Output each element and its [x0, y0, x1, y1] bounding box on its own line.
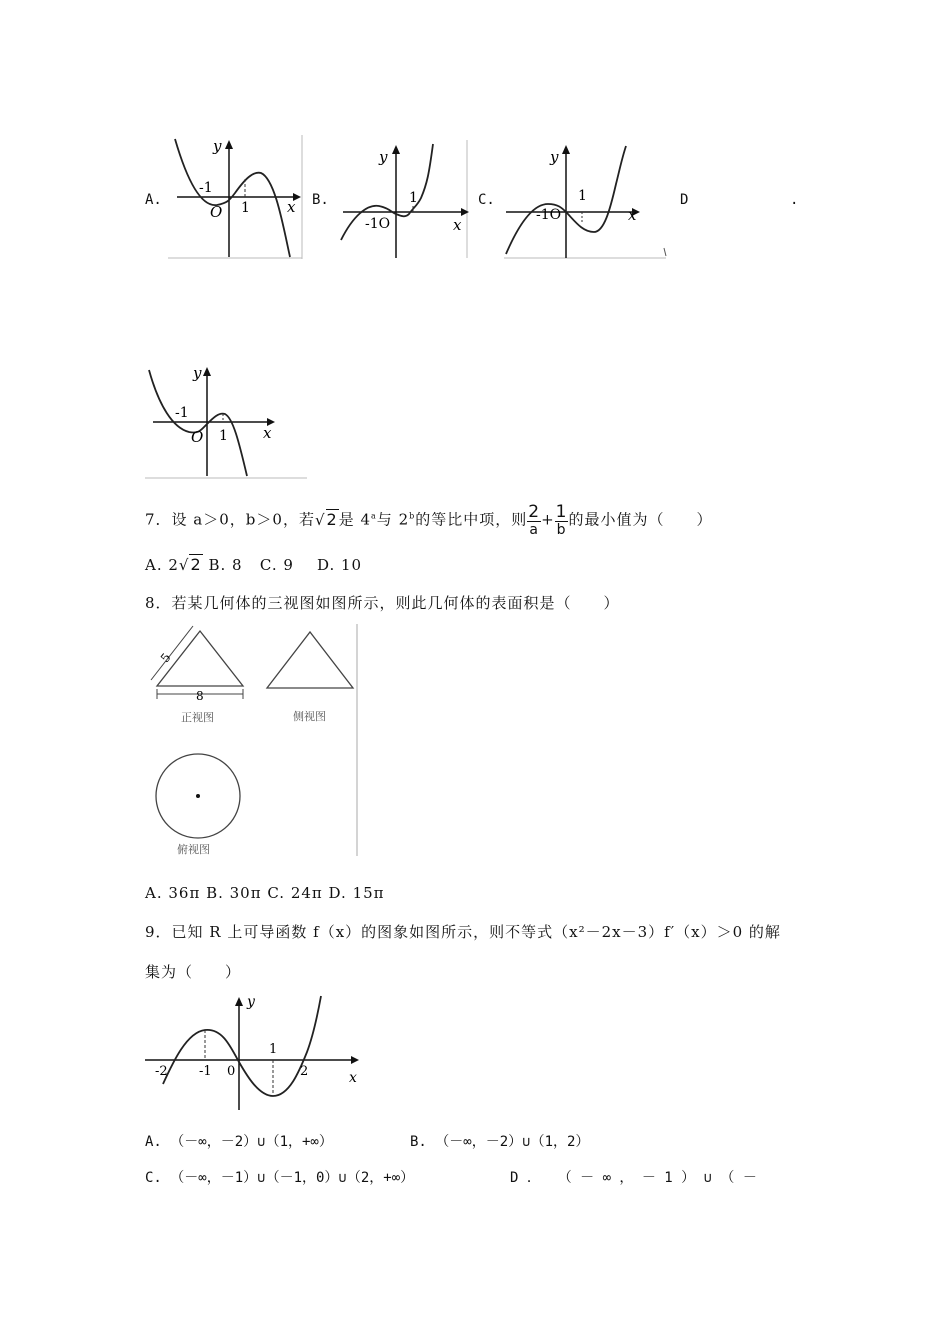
y-axis-arrow — [235, 997, 243, 1006]
tick-1: 1 — [269, 1042, 278, 1057]
tick-1: 1 — [219, 428, 228, 444]
top-view-caption: 俯视图 — [177, 843, 210, 856]
tick-neg1-origin: -1O — [536, 207, 562, 223]
x-label: x — [628, 206, 637, 224]
sqrt-2: √2 — [314, 509, 338, 529]
base-dimension: 8 — [196, 689, 204, 703]
origin-label: O — [191, 428, 204, 446]
tick-neg1: -1 — [199, 180, 213, 196]
q7-option-b: B. 8 — [208, 556, 243, 574]
y-axis-arrow — [225, 140, 233, 149]
option-c-label: C. — [478, 192, 495, 208]
q9-graph — [143, 992, 365, 1112]
tick-neg1: -1 — [199, 1064, 212, 1079]
q7-prefix: 7．设 a＞0，b＞0，若 — [145, 510, 315, 529]
y-label: y — [247, 994, 255, 1010]
question-7: 7．设 a＞0，b＞0，若√2是 4$^a$与 2$^b$的等比中项，则 $\frac{2}{a}$ + $\frac{1}{b}$ 的最小值为（ ） — [145, 502, 713, 538]
q8-options: A. 36π B. 30π C. 24π D. 15π — [145, 884, 385, 902]
option-b-graph — [333, 140, 473, 260]
x-label: x — [263, 424, 272, 442]
tick-1: 1 — [241, 200, 250, 216]
option-b-label: B. — [312, 192, 329, 208]
curve — [163, 996, 321, 1096]
side-view-caption: 侧视图 — [293, 710, 326, 723]
front-view-caption: 正视图 — [181, 711, 214, 724]
x-label: x — [349, 1070, 357, 1086]
option-d-label: D — [680, 192, 689, 208]
question-9-line1: 9．已知 R 上可导函数 f（x）的图象如图所示，则不等式（x²－2x－3）f′（x）＞0 的解 — [145, 923, 781, 941]
tick-1: 1 — [409, 190, 418, 206]
option-d-dot: . — [790, 192, 799, 208]
q7-option-a: A. 2 — [145, 556, 179, 574]
q9-option-a: A. （－∞，－2）∪（1，+∞） — [145, 1134, 333, 1150]
x-axis-arrow — [461, 208, 469, 216]
curve — [175, 139, 290, 257]
y-label: y — [550, 148, 559, 166]
option-a-label: A. — [145, 192, 162, 208]
tick-neg2: -2 — [155, 1064, 168, 1079]
curve — [149, 370, 247, 476]
option-c-graph — [502, 140, 670, 262]
question-8: 8．若某几何体的三视图如图所示，则此几何体的表面积是（ ） — [145, 594, 620, 612]
tick-2: 2 — [300, 1064, 309, 1079]
q7-options: A. 2√2 B. 8 C. 9 D. 10 — [145, 555, 363, 574]
y-label: y — [213, 137, 222, 155]
y-axis-arrow — [392, 145, 400, 154]
x-axis-arrow — [351, 1056, 359, 1064]
y-label: y — [379, 148, 388, 166]
three-view-figure — [145, 622, 360, 858]
option-d-graph — [143, 362, 308, 482]
tick-1: 1 — [578, 188, 587, 204]
option-a-graph — [165, 135, 305, 260]
tick-0: 0 — [227, 1064, 236, 1079]
y-label: y — [193, 364, 202, 382]
x-label: x — [287, 198, 296, 216]
fraction-2-over-a: $\frac{2}{a}$ — [528, 502, 541, 538]
slant-dimension: 5 — [157, 650, 174, 666]
q7-option-d: D. 10 — [316, 556, 363, 574]
origin-label: O — [210, 203, 223, 221]
side-view-triangle — [267, 632, 353, 688]
fraction-1-over-b: $\frac{1}{b}$ — [555, 502, 568, 538]
q9-option-c: C. （－∞，－1）∪（－1，0）∪（2，+∞） — [145, 1170, 415, 1186]
question-9-line2: 集为（ ） — [145, 963, 242, 981]
y-axis-arrow — [562, 145, 570, 154]
q9-option-b: B. （－∞，－2）∪（1，2） — [410, 1134, 590, 1150]
tick-neg1: -1 — [175, 405, 189, 421]
x-label: x — [453, 216, 462, 234]
q9-option-d: D ． （ － ∞ ， － 1 ） ∪ （ － — [510, 1170, 757, 1186]
q7-option-c: C. 9 — [259, 556, 294, 574]
top-view-center-dot — [196, 794, 200, 798]
tick-neg1-origin: -1O — [365, 216, 391, 232]
y-axis-arrow — [203, 367, 211, 376]
